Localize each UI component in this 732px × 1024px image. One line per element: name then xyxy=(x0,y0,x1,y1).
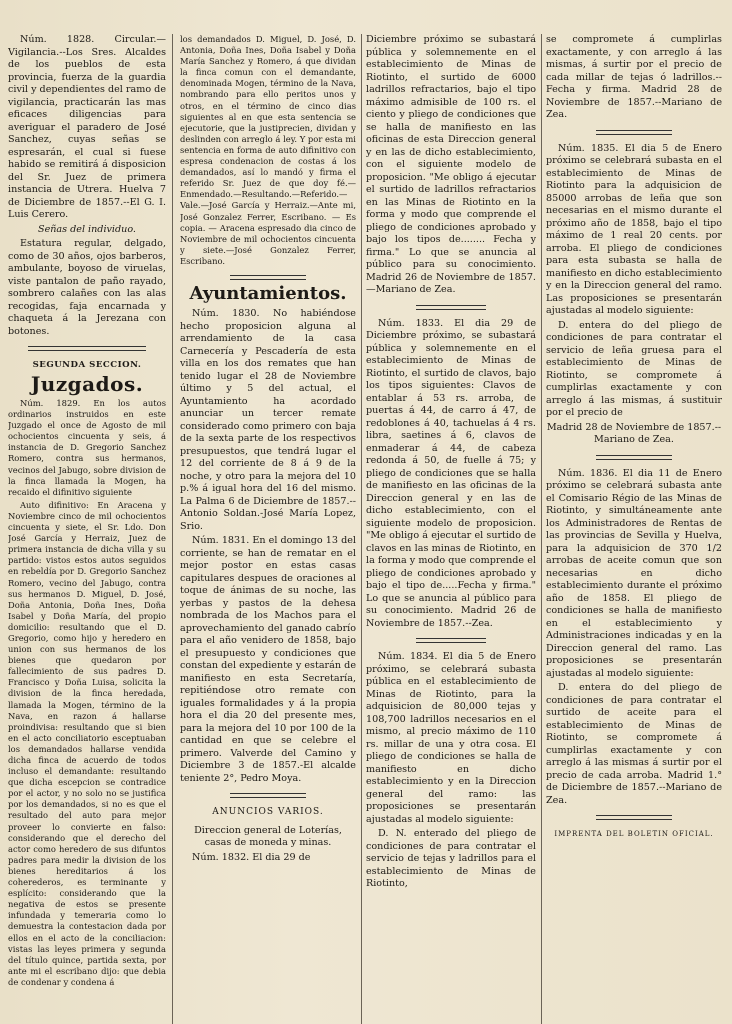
divider-rule xyxy=(416,305,486,310)
model-1836: D. entera do del pliego de condiciones de para contratar el surtido de aceite para el establecimiento de Minas de Riotinto, se compromete á cumplirlas exactamente y con arreglo á las mismas á surtir por el precio de cada arroba. Madrid 1.° de Diciembre de 1857.--Mariano de Zea. xyxy=(546,682,722,806)
column-2 xyxy=(180,34,356,1024)
divider-rule xyxy=(596,130,672,135)
divider-rule xyxy=(416,638,486,643)
divider-rule xyxy=(28,346,146,351)
imprenta-footer: IMPRENTA DEL BOLETIN OFICIAL. xyxy=(554,830,714,838)
auto-text: Auto difinitivo: En Aracena y Noviembre cinco de mil ochocientos cincuenta y siete, el Sr. Ldo. Don José García y Herraiz, Juez de primera instancia de dicha villa y su partido: vistos estos autos seguidos en rebeldía por D. Gregorio Sanchez Romero, vecino del Jabugo, contra sus hermanos D. Miguel, D. José, Doña Antonia, Doña Ines, Doña Isabel y Doña María, del propio domicilio: resultando que el D. Gregorio, como hijo y heredero en union con sus hermanos de los bienes que quedaron por fallecimiento de sus padres D. Francisco y Doña Luisa, solicita la division de la finca heredada, llamada la Mogen, término de la Nava, en razon á hallarse proindivisa: resultando que si bien en el acto conciliatorio esceptuaban los demandados hallarse vendida dicha finca de acuerdo de todos incluso el demandante: resultando que dicha escepcion se contradice por el actor, y no solo no se justifica por los demandados, si no es que el resultado del auto para mejor proveer lo convierte en falso: considerando que el derecho del actor como heredero de sus difuntos padres para medir la division de los bienes hereditarios á los coherederos, es terminante y esplícito: considerando que la negativa de estos se presente infundada y temeraria como lo demuestra la contestacion dada por ellos en el acto de la conciliacion: vistas las leyes primera y segunda del título quince, partida sexta, por ante mi el escribano dijo: que debia de condenar y condena á xyxy=(8,499,166,987)
model-1835: D. entera do del pliego de condiciones de para contratar el servicio de leña gruesa para el establecimiento de Minas de Riotinto, se compromete á cumplirlas exactamente y con arreglo á las mismas, á sustituir por el precio de xyxy=(546,319,722,418)
divider-rule xyxy=(230,793,306,798)
notice-1832-continuation: Diciembre próximo se subastará pública y solemnemente en el establecimiento de Minas de Riotinto, el surtido de 6000 ladrillos refractarios, bajo el tipo máximo admisible de 100 rs. el ciento y pliego de condiciones que se halla de manifiesto en las oficinas de esta Direccion general y en las de dicho establecimiento, con el siguiente modelo de proposicion. "Me obligo á ejecutar el surtido de ladrillos refractarios en las Minas de Riotinto en la forma y modo que comprende el pliego de condiciones aprobado y bajo los tipos de........ Fecha y firma." Lo que se anuncia al público para su conocimiento. Madrid 26 de Noviembre de 1857.—Mariano de Zea. xyxy=(366,34,536,295)
section-label: SEGUNDA SECCION. xyxy=(32,360,142,370)
column-4 xyxy=(546,34,722,1024)
notice-1829: Núm. 1829. En los autos ordinarios instruidos en este Juzgado el once de Agosto de mil ochocientos cincuenta y seis, á instancia de D. Gregorio Sanchez Romero, contra sus hermanos, vecinos del Jabugo, sobre division de la finca llamada la Mogen, ha recaido el difinitivo siguiente xyxy=(8,398,166,497)
column-1 xyxy=(8,34,166,1024)
notice-1836: Núm. 1836. El dia 11 de Enero próximo se celebrará subasta ante el Comisario Régio de las Minas de Riotinto, y simultáneamente ante los Administradores de Rentas de las provincias de Sevilla y Huelva, para la adquisicion de 370 1/2 arrobas de aceite comun que son necesarias en dicho establecimiento durante el próximo año de 1858. El pliego de condiciones se halla de manifiesto en el establecimiento y Administraciones indicadas y en la Direccion general del ramo. Las proposiciones se presentarán ajustadas al modelo siguiente: xyxy=(546,467,722,679)
notice-1832-start: Núm. 1832. El dia 29 de xyxy=(192,851,311,863)
model-1834-continuation: se compromete á cumplirlas exactamente, y con arreglo á las mismas, á surtir por el precio de cada millar de tejas ó ladrillos.--Fecha y firma. Madrid 28 de Noviembre de 1857.--Mariano de Zea. xyxy=(546,34,722,120)
anuncios-heading: ANUNCIOS VARIOS. xyxy=(212,807,324,818)
notice-1834: Núm. 1834. El dia 5 de Enero próximo, se celebrará subasta pública en el establecimiento de Minas de Riotinto, para la adquisicion de 80,000 tejas y 108,700 ladrillos necesarios en el mismo, al precio máximo de 110 rs. millar de una y otra cosa. El pliego de condiciones se halla de manifiesto en dicho establecimiento y en la Direccion general del ramo: las proposiciones se presentarán ajustadas al modelo siguiente: xyxy=(366,651,536,825)
notice-1830: Núm. 1830. No habiéndose hecho proposicion alguna al arrendamiento de la casa Carnecería y Pescadería de esta villa en los dos remates que han tenido lugar el 28 de Noviembre último y 5 del actual, el Ayuntamiento ha acordado anunciar un tercer remate considerado como primero con baja de la sexta parte de los respectivos presupuestos, que tendrá lugar el 12 del corriente de 8 á 9 de la noche, y otro para la mejora del 10 p.% á igual hora del 16 del mismo. La Palma 6 de Diciembre de 1857.--Antonio Soldan.-José María Lopez, Srio. xyxy=(180,308,356,532)
senas-title: Señas del individuo. xyxy=(38,223,136,235)
divider-rule xyxy=(596,455,672,460)
divider-rule xyxy=(230,275,306,280)
column-divider xyxy=(361,34,362,1024)
notice-1831: Núm. 1831. En el domingo 13 del corriente, se han de rematar en el mejor postor en estas casas capitulares despues de oraciones al toque de ánimas de su noche, las yerbas y pastos de la dehesa nombrada de los Machos para el aprovechamiento del ganado cabrío para el año venidero de 1858, bajo el presupuesto y condiciones que constan del expediente y estarán de manifiesto en esta Secretaría, repitiéndose otro remate con iguales formalidades y á la propia hora el dia 20 del presente mes, para la mejora del 10 por 100 de la cantidad en que se celebre el primero. Valverde del Camino y Diciembre 3 de 1857.-El alcalde teniente 2°, Pedro Moya. xyxy=(180,535,356,784)
column-3 xyxy=(366,34,536,1024)
ayuntamientos-heading: Ayuntamientos. xyxy=(189,282,347,304)
senas-body: Estatura regular, delgado, como de 30 años, ojos barberos, ambulante, boyoso de viruelas, viste pantalon de paño rayado, sombrero calañes con las alas recogidas, faja encarnada y chaqueta á la Jerezana con botones. xyxy=(8,238,166,337)
loterias-heading: Direccion general de Loterías, casas de moneda y minas. xyxy=(194,824,342,849)
column-divider xyxy=(172,34,173,1024)
juzgados-heading: Juzgados. xyxy=(30,371,144,396)
notice-1835: Núm. 1835. El dia 5 de Enero próximo se celebrará subasta en el establecimiento de Minas de Riotinto para la adquisicion de 85000 arrobas de leña que son necesarias en el mismo durante el próximo año de 1858, bajo el tipo máximo de 1 real 20 cents. por arroba. El pliego de condiciones para esta subasta se halla de manifiesto en dicho establecimiento y en la Direccion general del ramo. Las proposiciones se presentarán ajustadas al modelo siguiente: xyxy=(546,142,722,316)
notice-1833: Núm. 1833. El dia 29 de Diciembre próximo, se subastará pública y solemnemente en el establecimiento de Minas de Riotinto, el surtido de clavos, bajo los tipos siguientes: Clavos de entablar á 53 rs. arroba, de puertas á 44, de carro á 47, de redoblones á 40, tachuelas á 4 rs. libra, saetines á 6, clavos de enmaderar á 44, de cabeza redonda á 50, de fuelle á 75; y pliego de condiciones que se halla de manifiesto en las oficinas de la Direccion general y en las de dicho establecimiento, con el siguiente modelo de proposicion. "Me obligo á ejecutar el surtido de clavos en las minas de Riotinto, en la forma y modo que comprende el pliego de condiciones aprobado y bajo el tipo de.....Fecha y firma." Lo que se anuncia al público para su conocimiento. Madrid 26 de Noviembre de 1857.--Zea. xyxy=(366,317,536,629)
model-1835-signature: Madrid 28 de Noviembre de 1857.--Mariano de Zea. xyxy=(546,421,722,445)
model-1834: D. N. enterado del pliego de condiciones de para contratar el servicio de tejas y ladrillos para el establecimiento de Minas de Riotinto, xyxy=(366,828,536,889)
auto-continuation: los demandados D. Miguel, D. José, D. Antonia, Doña Ines, Doña Isabel y Doña María Sanchez y Romero, á que dividan la finca comun con el demandante, denominada Mogen, término de la Nava, nombrando para ello peritos unos y otros, en el término de cinco dias siguientes al en que esta sentencia se ejecutorie, que la justiprecien, dividan y deslinden con arreglo á ley. Y por esta mi sentencia en forma de auto difinitivo con espresa condenacion de costas á los demandados, así lo mandó y firma el referido Sr. Juez de que doy fé.—Enmendado.—Resultando.—Referido.—Vale.—José García y Herraiz.—Ante mi, José Gonzalez Ferrer, Escribano. — Es copia. — Aracena espresado dia cinco de Noviembre de mil ochocientos cincuenta y siete.—José Gonzalez Ferrer, Escribano. xyxy=(180,34,356,266)
divider-rule xyxy=(596,815,672,820)
column-divider xyxy=(541,34,542,1024)
notice-1828: Núm. 1828. Circular.— Vigilancia.--Los Sres. Alcaldes de los pueblos de esta provincia, fuerza de la guardia civil y dependientes del ramo de vigilancia, practicarán las mas eficaces diligencias para averiguar el paradero de José Sanchez, cuyas señas se espresarán, el cual si fuese habido se remitirá á disposicion del Sr. Juez de primera instancia de Utrera. Huelva 7 de Diciembre de 1857.--El G. I. Luis Cerero. xyxy=(8,34,166,220)
